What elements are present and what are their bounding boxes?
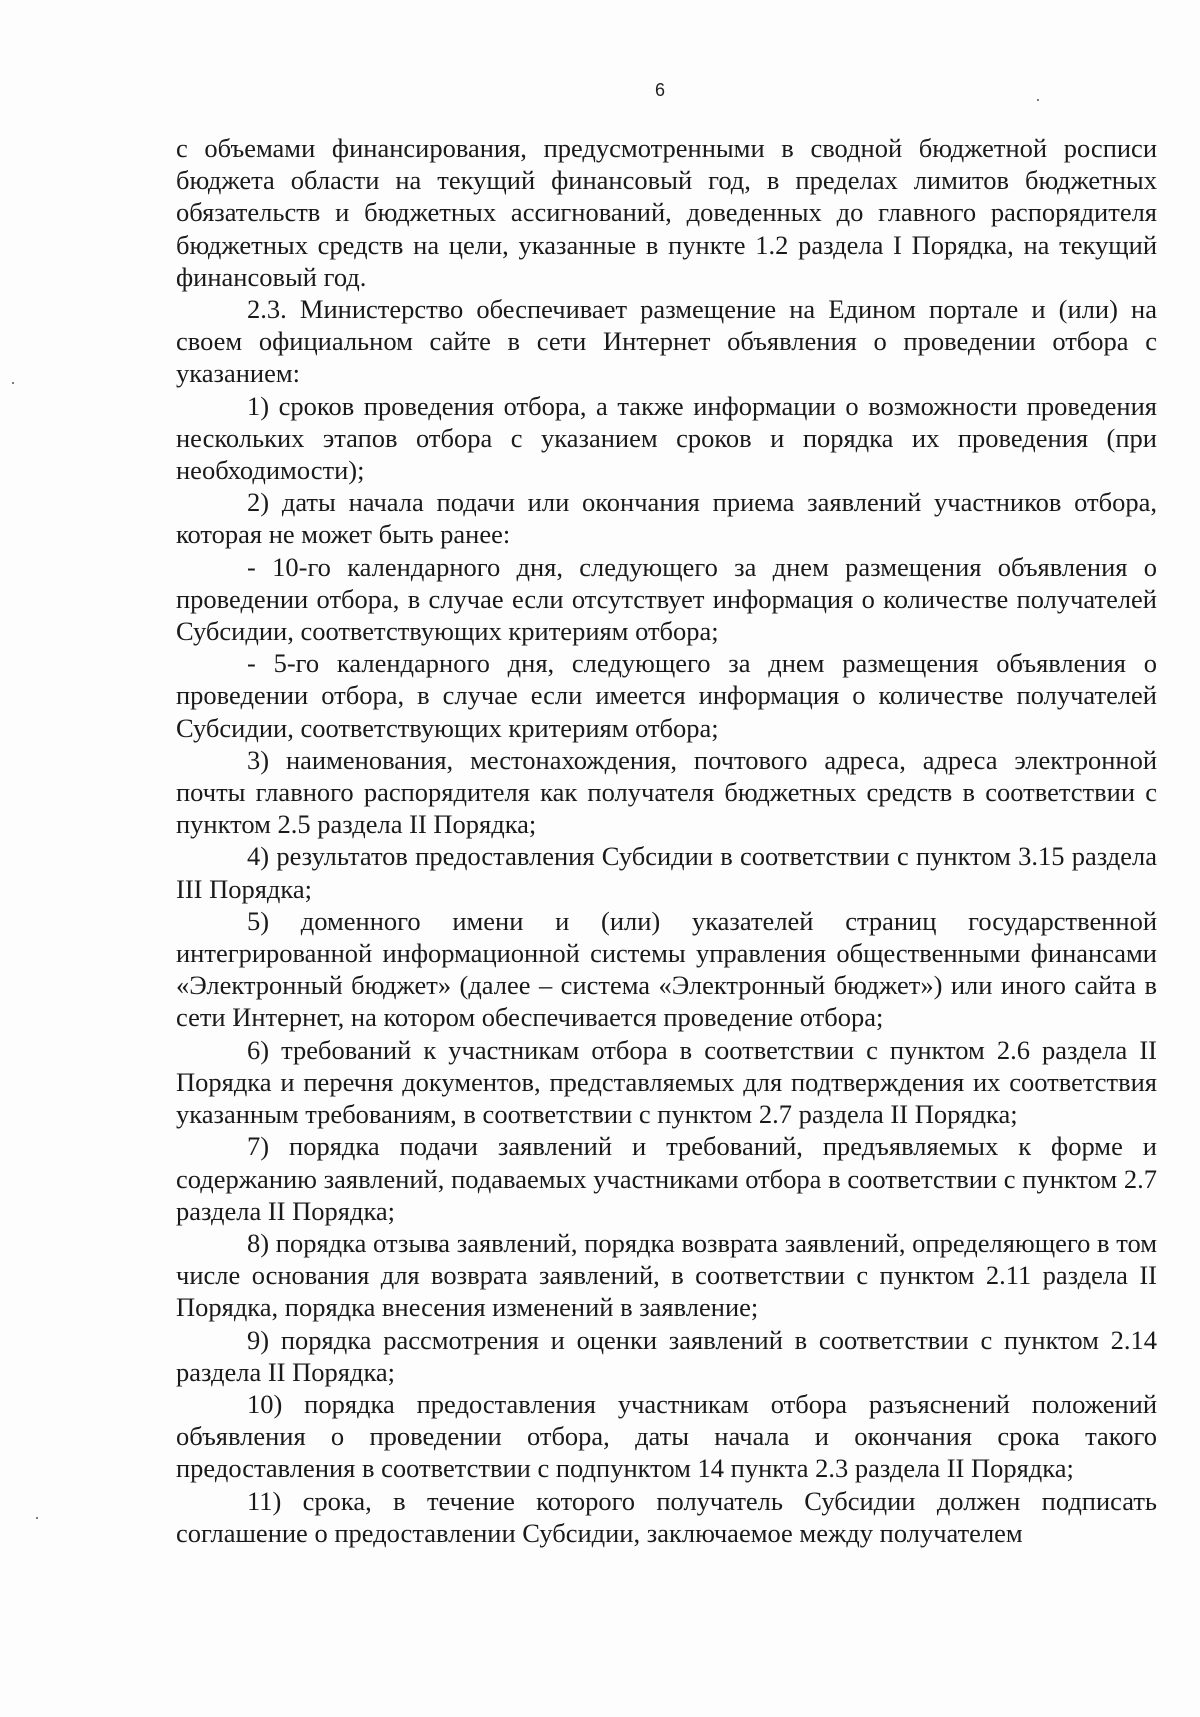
list-item: 1) сроков проведения отбора, а также информации о возможности проведения нескольких этапов отбора с указанием сроков и порядка их проведения (при необходимости); (176, 390, 1157, 486)
list-item: 7) порядка подачи заявлений и требований, предъявляемых к форме и содержанию заявлений, подаваемых участниками отбора в соответствии с пунктом 2.7 раздела II Порядка; (176, 1131, 1157, 1226)
list-subitem: - 5-го календарного дня, следующего за днем размещения объявления о проведении отбора, в случае если имеется информация о количестве получателей Субсидии, соответствующих критериям отбора; (176, 648, 1157, 743)
list-item: 9) порядка рассмотрения и оценки заявлений в соответствии с пунктом 2.14 раздела II Порядка; (176, 1324, 1157, 1387)
list-item: 6) требований к участникам отбора в соответствии с пунктом 2.6 раздела II Порядка и перечня документов, представляемых для подтверждения их соответствия указанным требованиям, в соответствии с пунктом 2.7 раздела II Порядка; (176, 1034, 1157, 1130)
list-item: 4) результатов предоставления Субсидии в соответствии с пунктом 3.15 раздела III Порядка; (176, 841, 1157, 904)
page-number: 6 (654, 80, 665, 100)
list-item: 8) порядка отзыва заявлений, порядка возврата заявлений, определяющего в том числе основания для возврата заявлений, в соответствии с пунктом 2.11 раздела II Порядка, порядка внесения изменений в заявление; (176, 1227, 1157, 1323)
paragraph: с объемами финансирования, предусмотренными в сводной бюджетной росписи бюджета области на текущий финансовый год, в пределах лимитов бюджетных обязательств и бюджетных ассигнований, доведенных до главного распорядителя бюджетных средств на цели, указанные в пункте 1.2 раздела I Порядка, на текущий финансовый год. (176, 133, 1157, 292)
document-body (176, 132, 1157, 1549)
list-item: 11) срока, в течение которого получатель Субсидии должен подписать соглашение о предоставлении Субсидии, заключаемое между получателем (176, 1485, 1157, 1548)
paragraph: 2.3. Министерство обеспечивает размещение на Едином портале и (или) на своем официальном сайте в сети Интернет объявления о проведении отбора с указанием: (176, 294, 1157, 389)
scan-speck (1037, 99, 1039, 101)
list-item: 5) доменного имени и (или) указателей страниц государственной интегрированной информационной системы управления общественными финансами «Электронный бюджет» (далее – система «Электронный бюджет») или иного сайта в сети Интернет, на котором обеспечивается проведение отбора; (176, 905, 1157, 1033)
scan-speck (36, 1517, 38, 1519)
list-subitem: - 10-го календарного дня, следующего за днем размещения объявления о проведении отбора, в случае если отсутствует информация о количестве получателей Субсидии, соответствующих критериям отбора; (176, 551, 1157, 647)
list-item: 10) порядка предоставления участникам отбора разъяснений положений объявления о проведении отбора, даты начала и окончания срока такого предоставления в соответствии с подпунктом 14 пункта 2.3 раздела II Порядка; (176, 1388, 1157, 1484)
list-item: 3) наименования, местонахождения, почтового адреса, адреса электронной почты главного распорядителя как получателя бюджетных средств в соответствии с пунктом 2.5 раздела II Порядка; (176, 744, 1157, 840)
list-item: 2) даты начала подачи или окончания приема заявлений участников отбора, которая не может быть ранее: (176, 487, 1157, 550)
scan-speck (12, 382, 14, 384)
